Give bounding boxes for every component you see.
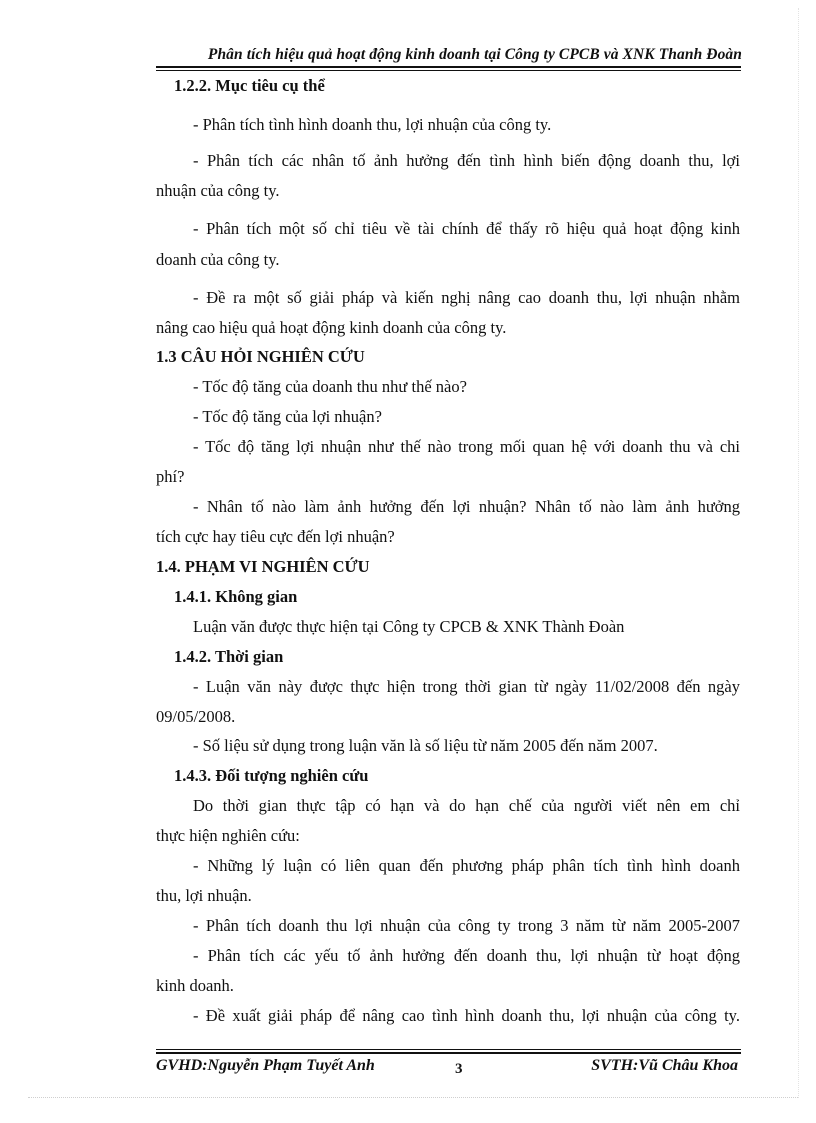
paragraph-line: Luận văn được thực hiện tại Công ty CPCB & XNK Thành Đoàn <box>193 617 625 636</box>
footer-student: SVTH:Vũ Châu Khoa <box>591 1057 738 1074</box>
paragraph-line: - Số liệu sử dụng trong luận văn là số liệu từ năm 2005 đến năm 2007. <box>193 736 658 755</box>
paragraph-line: - Phân tích tình hình doanh thu, lợi nhuận của công ty. <box>193 115 552 134</box>
paragraph-line: Do thời gian thực tập có hạn và do hạn chế của người viết nên em chỉ <box>193 796 740 815</box>
page-number: 3 <box>455 1061 463 1077</box>
paragraph-line: - Phân tích các yếu tố ảnh hưởng đến doanh thu, lợi nhuận từ hoạt động <box>193 946 740 965</box>
paragraph-line: kinh doanh. <box>156 976 234 995</box>
paragraph-line: doanh của công ty. <box>156 250 280 269</box>
header-rule-thin <box>156 70 741 71</box>
section-heading-1-4: 1.4. PHẠM VI NGHIÊN CỨU <box>156 557 370 576</box>
paragraph-line: - Tốc độ tăng của lợi nhuận? <box>193 407 382 426</box>
paragraph-line: 09/05/2008. <box>156 707 236 726</box>
paragraph-line: nhuận của công ty. <box>156 181 280 200</box>
page-edge-guide-bottom <box>28 1097 798 1098</box>
paragraph-line: - Tốc độ tăng lợi nhuận như thế nào trong mối quan hệ với doanh thu và chi <box>193 437 740 456</box>
subsection-heading-1-4-2: 1.4.2. Thời gian <box>174 647 284 666</box>
paragraph-line: tích cực hay tiêu cực đến lợi nhuận? <box>156 527 395 546</box>
paragraph-line: - Phân tích các nhân tố ảnh hưởng đến tình hình biến động doanh thu, lợi <box>193 151 740 170</box>
paragraph-line: nâng cao hiệu quả hoạt động kinh doanh của công ty. <box>156 318 507 337</box>
paragraph-line: - Tốc độ tăng của doanh thu như thế nào? <box>193 377 467 396</box>
paragraph-line: phí? <box>156 467 185 486</box>
header-rule-thick <box>156 66 741 68</box>
paragraph-line: - Những lý luận có liên quan đến phương pháp phân tích tình hình doanh <box>193 856 740 875</box>
paragraph-line: - Phân tích doanh thu lợi nhuận của công ty trong 3 năm từ năm 2005-2007 <box>193 916 740 935</box>
paragraph-line: - Nhân tố nào làm ảnh hưởng đến lợi nhuận? Nhân tố nào làm ảnh hưởng <box>193 497 740 516</box>
paragraph-line: thực hiện nghiên cứu: <box>156 826 300 845</box>
paragraph-line: thu, lợi nhuận. <box>156 886 252 905</box>
footer-rule-thin <box>156 1049 741 1050</box>
subsection-heading-1-4-3: 1.4.3. Đối tượng nghiên cứu <box>174 766 369 785</box>
paragraph-line: - Luận văn này được thực hiện trong thời gian từ ngày 11/02/2008 đến ngày <box>193 677 740 696</box>
page-edge-guide-right <box>798 8 799 1098</box>
subsection-heading-1-4-1: 1.4.1. Không gian <box>174 587 298 606</box>
running-header-title: Phân tích hiệu quả hoạt động kinh doanh tại Công ty CPCB và XNK Thanh Đoàn <box>207 46 742 63</box>
paragraph-line: - Đề xuất giải pháp để nâng cao tình hình doanh thu, lợi nhuận của công ty. <box>193 1006 740 1025</box>
footer-instructor: GVHD:Nguyễn Phạm Tuyết Anh <box>156 1057 375 1074</box>
footer-rule-thick <box>156 1052 741 1054</box>
paragraph-line: - Phân tích một số chỉ tiêu về tài chính để thấy rõ hiệu quả hoạt động kinh <box>193 219 740 238</box>
paragraph-line: - Đề ra một số giải pháp và kiến nghị nâng cao doanh thu, lợi nhuận nhằm <box>193 288 740 307</box>
section-heading-1-3: 1.3 CÂU HỎI NGHIÊN CỨU <box>156 347 365 366</box>
subsection-heading-1-2-2: 1.2.2. Mục tiêu cụ thể <box>174 76 325 95</box>
